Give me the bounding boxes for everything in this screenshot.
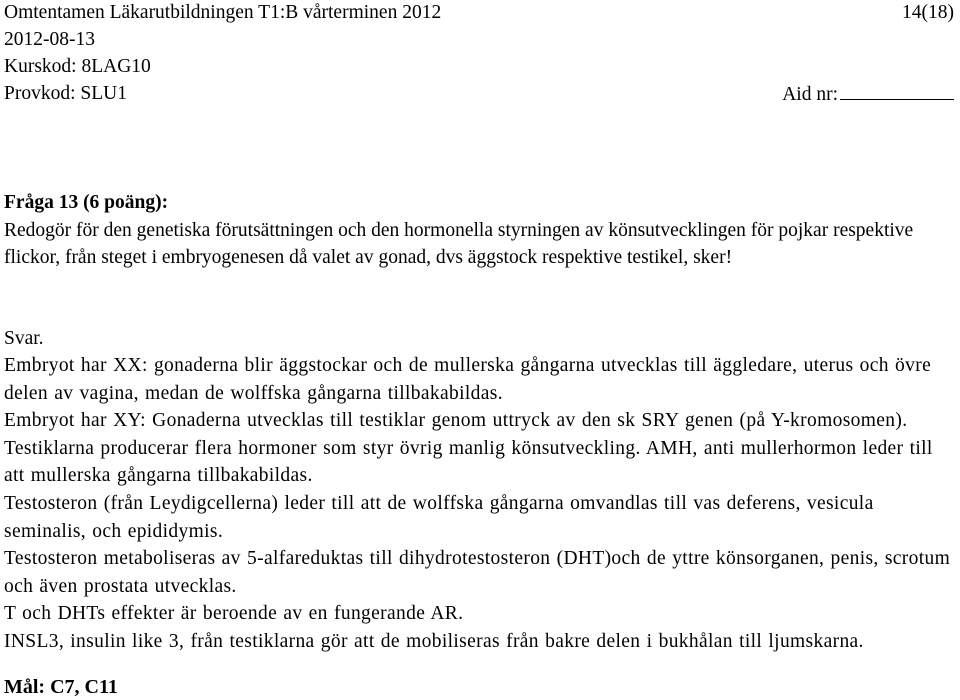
- answer-paragraph: INSL3, insulin like 3, från testiklarna gör att de mobiliseras från bakre delen i bukhålan till ljumskarna.: [4, 630, 864, 652]
- answer-paragraph: Embryot har XX: gonaderna blir äggstockar och de mullerska gångarna utvecklas till äggledare, uterus och övre delen av vagina, medan de wolffska gångarna tillbakabildas.: [4, 355, 932, 404]
- course-code: Kurskod: 8LAG10: [4, 56, 151, 77]
- answer-paragraph: Testosteron (från Leydigcellerna) leder till att de wolffska gångarna omvandlas till vas deferens, vesicula seminalis, och epididymis.: [4, 492, 874, 542]
- answer-paragraph: Testosteron metaboliseras av 5-alfareduktas till dihydrotestosteron (DHT)och de yttre könsorganen, penis, scrotum och även prostata utvecklas.: [4, 548, 951, 597]
- question-heading: Fråga 13 (6 poäng):: [4, 192, 169, 213]
- answer-body: [4, 352, 958, 656]
- aid-label: Aid nr:: [782, 84, 838, 105]
- page-number: 14(18): [902, 2, 954, 23]
- answer-label: Svar.: [4, 328, 44, 349]
- aid-number-field[interactable]: [782, 81, 954, 108]
- exam-title: Omtentamen Läkarutbildningen T1:B vårterminen 2012: [4, 2, 442, 23]
- question-text: Redogör för den genetiska förutsättningen och den hormonella styrningen av könsutvecklingen för pojkar respektive flickor, från steget i embryogenesen då valet av gonad, dvs äggstock respektive testikel, sker!: [4, 220, 914, 269]
- aid-number-blank[interactable]: [840, 81, 954, 100]
- learning-goal: Mål: C7, C11: [4, 676, 118, 698]
- exam-code: Provkod: SLU1: [4, 83, 127, 104]
- answer-paragraph: Embryot har XY: Gonaderna utvecklas till testiklar genom uttryck av den sk SRY genen (på Y-kromosomen). Testiklarna producerar flera hormoner som styr övrig manlig könsutveckling. AMH, anti mullerhormon leder till att mullerska gångarna tillbakabildas.: [4, 410, 933, 487]
- exam-date: 2012-08-13: [4, 29, 95, 50]
- answer-paragraph: T och DHTs effekter är beroende av en fungerande AR.: [4, 603, 464, 625]
